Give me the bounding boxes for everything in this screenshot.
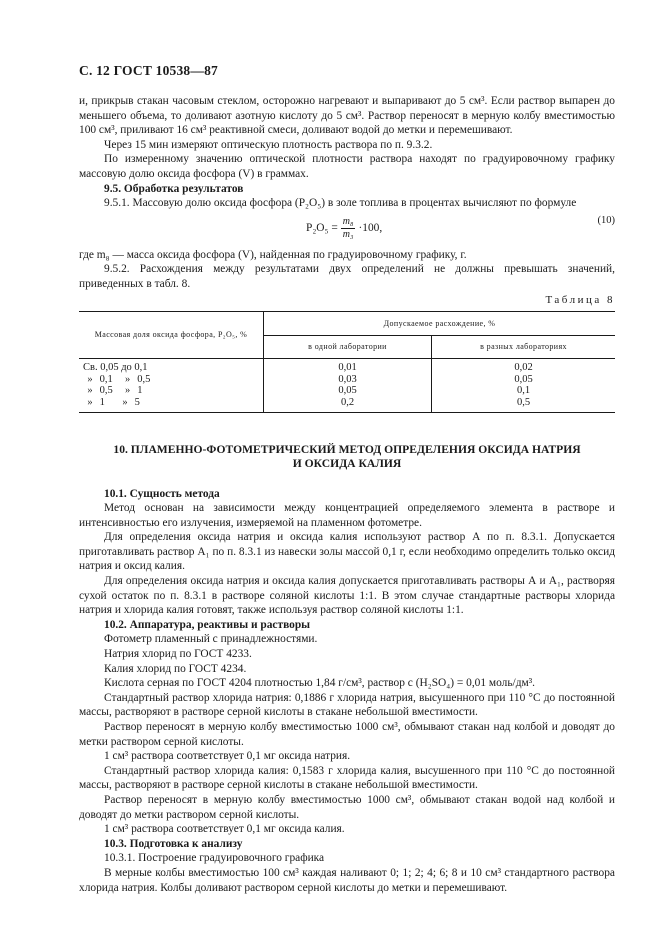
section-10-3-title: 10.3. Подготовка к анализу xyxy=(104,837,243,850)
section-10-2-title: 10.2. Аппаратура, реактивы и растворы xyxy=(104,618,311,631)
range-line: » 0,5 » 1 xyxy=(87,385,143,397)
section-10-3-1-title: 10.3.1. Построение градуировочного графика xyxy=(104,852,325,865)
reagent-line: Калия хлорид по ГОСТ 4234. xyxy=(104,662,247,675)
formula-body xyxy=(306,216,382,241)
value-diff-labs: 0,5 xyxy=(516,396,531,408)
page-content xyxy=(79,94,615,895)
reagent-line: Раствор переносят в мерную колбу вместимостью 1000 см³, обмывают стакан над колбой и доводят до метки раствором серной кислоты. xyxy=(79,721,615,748)
table-cell-range xyxy=(79,359,264,412)
value-diff-labs: 0,1 xyxy=(516,385,531,397)
table-8-title: Таблица 8 xyxy=(545,293,615,306)
table-header-group: Допускаемое расхождение, % xyxy=(264,312,616,336)
value-one-lab: 0,01 xyxy=(338,362,357,374)
formula-10 xyxy=(79,214,615,246)
reagent-line: Кислота серная по ГОСТ 4204 плотностью 1,84 г/см³, раствор с (H₂SO₄) = 0,01 моль/дм³. xyxy=(104,677,535,690)
range-line: Св. 0,05 до 0,1 xyxy=(83,362,148,374)
value-one-lab: 0,05 xyxy=(338,385,357,397)
paragraph-continuation: и, прикрыв стакан часовым стеклом, осторожно нагревают и выпаривают до 5 см³. Если раствор выпарен до меньшего объема, то доливают азотную кислоту до 5 см³. Раствор переносят в мерную колбу вместимостью 100 см³, приливают 16 см³ реактивной смеси, доливают водой до метки и перемешивают. xyxy=(79,95,615,137)
paragraph-10-3-1: В мерные колбы вместимостью 100 см³ каждая наливают 0; 1; 2; 4; 6; 8 и 10 см³ стандартного раствора хлорида натрия. Колбы доливают раствором серной кислоты до метки и перемешивают. xyxy=(79,866,615,894)
table-cell-one-lab xyxy=(264,359,432,412)
paragraph-10-1-b: Для определения оксида натрия и оксида калия используют раствор А по п. 8.3.1. Допускается приготавливать раствор A₁ по п. 8.3.1 из навески золы массой 0,1 г, если необходимо определить только оксид натрия и оксид калия. xyxy=(79,531,615,573)
table-8 xyxy=(79,311,615,412)
value-one-lab: 0,03 xyxy=(338,373,357,385)
reagent-line: Стандартный раствор хлорида калия: 0,1583 г хлорида калия, высушенного при 110 °С до постоянной массы, растворяют в растворе серной кислоты в стакане небольшой вместимости. xyxy=(79,764,615,792)
section-10-title-line: И ОКСИДА КАЛИЯ xyxy=(292,456,402,470)
formula-explanation: где m₈ — масса оксида фосфора (V), найденная по градуировочному графику, г. xyxy=(79,248,467,261)
formula-rhs: ·100, xyxy=(358,221,383,234)
range-line: » 0,1 » 0,5 xyxy=(87,373,151,385)
reagent-line: Раствор переносят в мерную колбу вместимостью 1000 см³, обмывают стакан водой над колбой и доводят до метки раствором серной кислоты. xyxy=(79,793,615,821)
table-body-row xyxy=(79,359,615,412)
paragraph-graph: По измеренному значению оптической плотности раствора находят по градуировочному графику массовую долю оксида фосфора (V) в граммах. xyxy=(79,153,615,180)
reagent-line: 1 см³ раствора соответствует 0,1 мг оксида натрия. xyxy=(104,750,351,763)
value-one-lab: 0,2 xyxy=(340,396,355,408)
paragraph-10-1-a: Метод основан на зависимости между концентрацией определяемого элемента в растворе и интенсивностью его излучения, измеряемой на пламенном фотометре. xyxy=(79,502,615,529)
paragraph-10-1-c: Для определения оксида натрия и оксида калия допускается приготавливать растворы А и A₁, растворяя сухой остаток по п. 8.3.1 в растворе соляной кислоты 1:1. В этом случае стандартные растворы хлорида натрия и хлорида калия готовят, также используя раствор соляной кислоты 1:1. xyxy=(79,575,615,617)
section-10-title xyxy=(79,443,615,471)
table-header-mass-fraction: Массовая доля оксида фосфора, P₂O₅, % xyxy=(79,312,264,359)
section-10-1-title: 10.1. Сущность метода xyxy=(104,487,220,500)
range-line: » 1 » 5 xyxy=(87,396,140,408)
reagent-line: Стандартный раствор хлорида натрия: 0,1886 г хлорида натрия, высушенного при 110 °С до постоянной массы, растворяют в растворе серной кислоты в стакане небольшой вместимости. xyxy=(79,691,615,719)
formula-number: (10) xyxy=(597,214,615,226)
reagent-line: 1 см³ раствора соответствует 0,1 мг оксида калия. xyxy=(104,823,345,836)
page-header: С. 12 ГОСТ 10538—87 xyxy=(79,63,218,78)
formula-fraction xyxy=(341,216,356,241)
value-diff-labs: 0,05 xyxy=(514,373,533,385)
table-cell-diff-labs xyxy=(432,359,615,412)
paragraph-measure: Через 15 мин измеряют оптическую плотность раствора по п. 9.3.2. xyxy=(104,138,433,151)
reagent-line: Фотометр пламенный с принадлежностями. xyxy=(104,633,318,646)
section-9-5-title: 9.5. Обработка результатов xyxy=(104,182,244,195)
formula-lhs: P₂O₅ = xyxy=(306,221,338,234)
paragraph-9-5-1: 9.5.1. Массовую долю оксида фосфора (P₂O₅) в золе топлива в процентах вычисляют по формуле xyxy=(104,197,577,210)
table-header-diff-labs: в разных лабораториях xyxy=(432,336,615,359)
formula-denominator: m₃ xyxy=(342,228,354,240)
section-10-title-line: 10. ПЛАМЕННО-ФОТОМЕТРИЧЕСКИЙ МЕТОД ОПРЕДЕЛЕНИЯ ОКСИДА НАТРИЯ xyxy=(113,442,581,456)
reagent-line: Натрия хлорид по ГОСТ 4233. xyxy=(104,648,252,661)
table-header-one-lab: в одной лаборатории xyxy=(264,336,432,359)
paragraph-9-5-2: 9.5.2. Расхождения между результатами двух определений не должны превышать значений, приведенных в табл. 8. xyxy=(79,263,615,290)
formula-numerator: m₈ xyxy=(342,215,354,227)
value-diff-labs: 0,02 xyxy=(514,362,533,374)
